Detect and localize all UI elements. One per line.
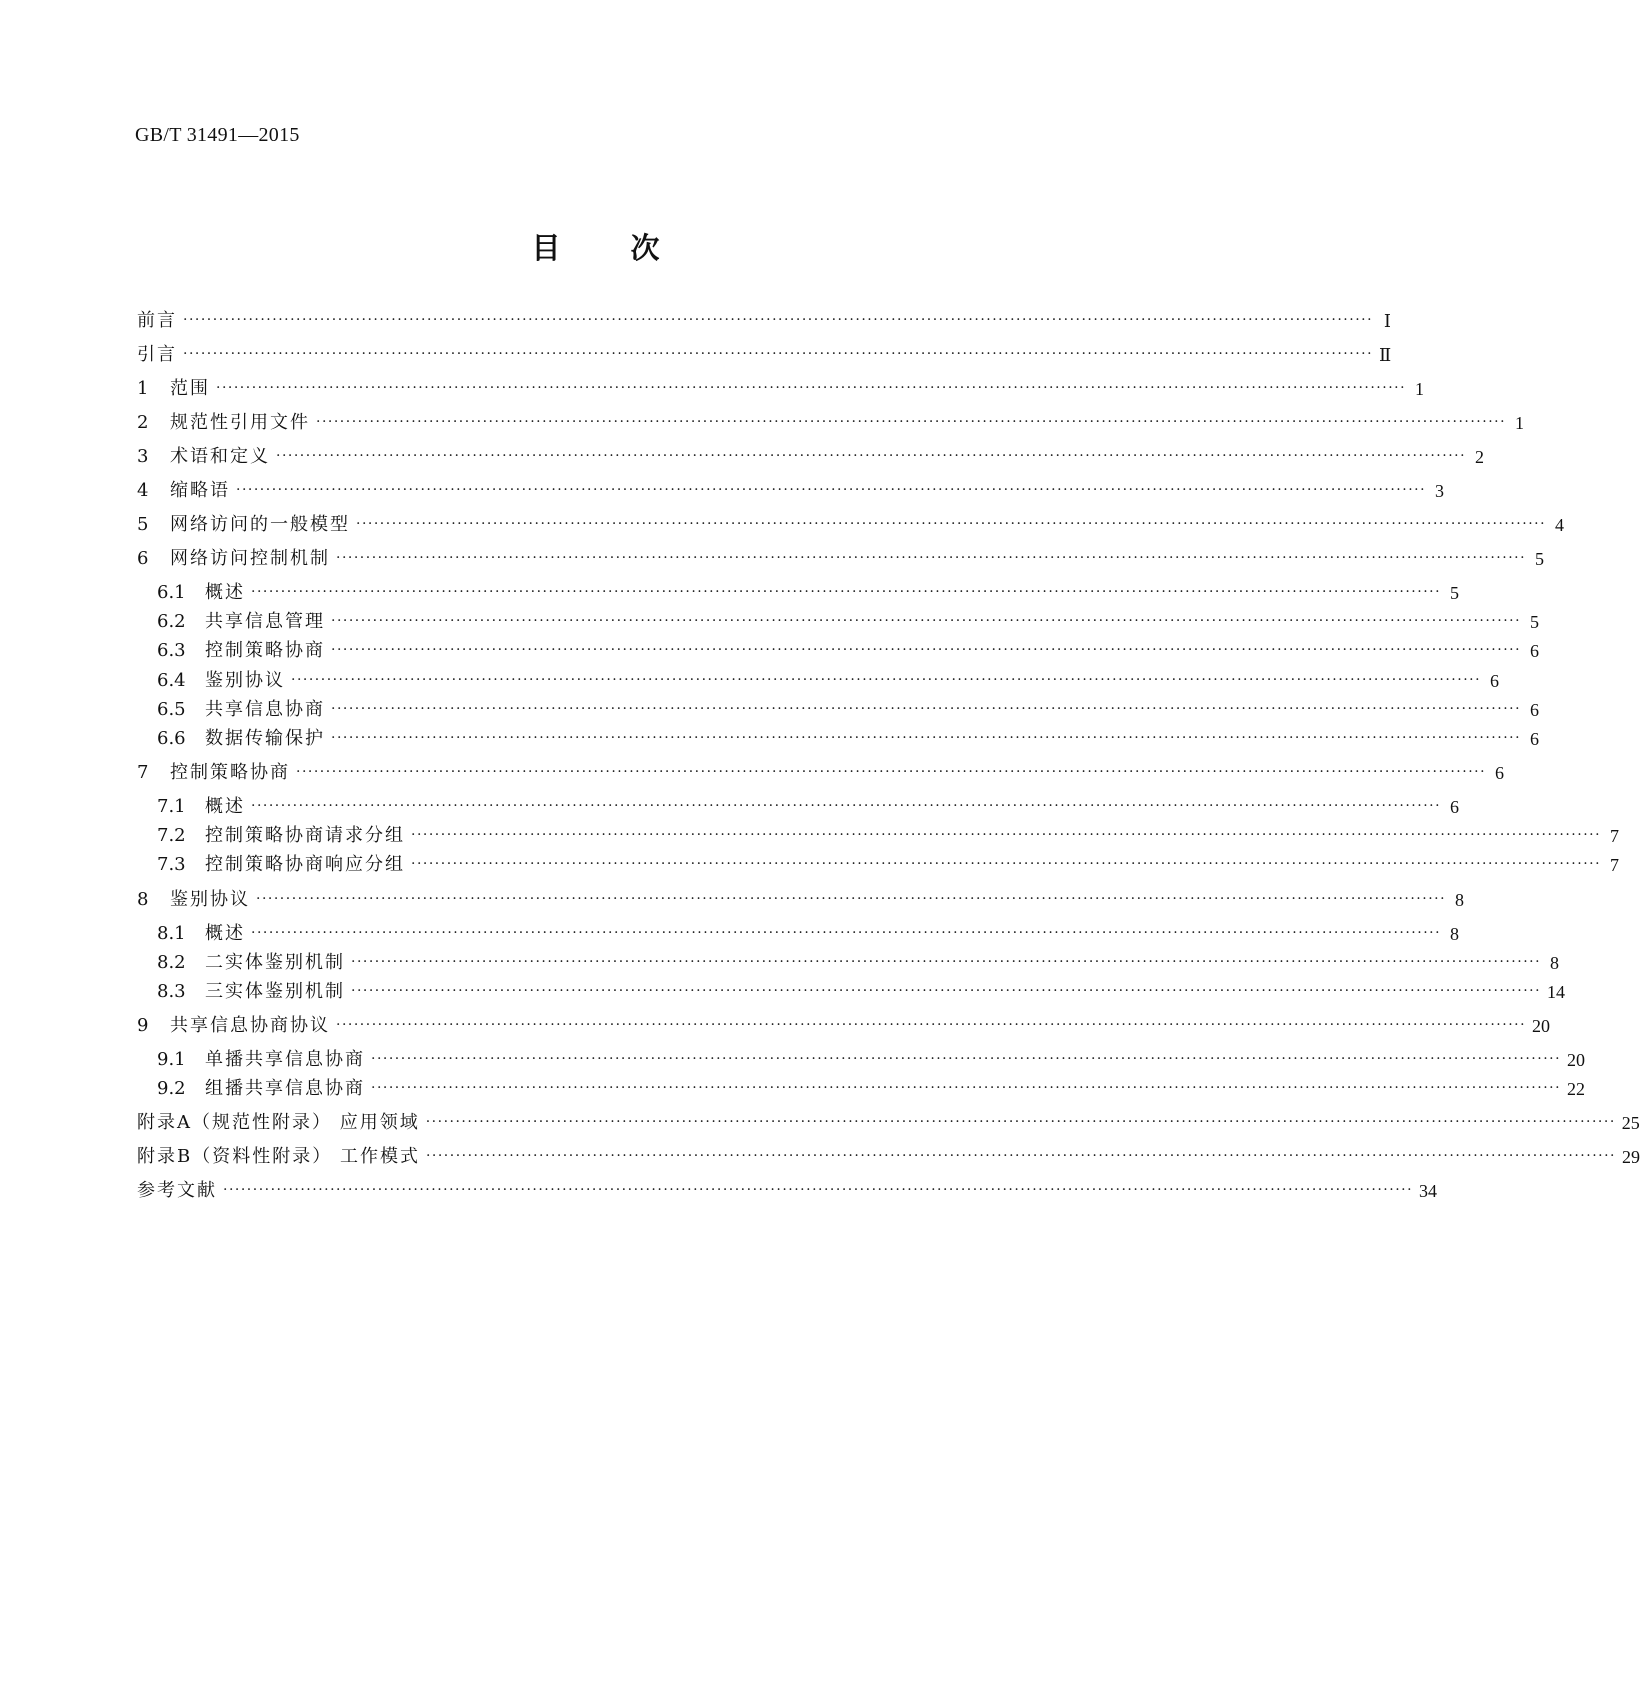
leader-dots: ········································································································································································································ xyxy=(425,1148,1616,1164)
toc-page-number: 3 xyxy=(1435,481,1445,501)
toc-entry-label: 共享信息协商协议 xyxy=(170,1015,330,1036)
leader-dots: ········································································································································································································ xyxy=(351,983,1542,999)
leader-dots: ········································································································································································································ xyxy=(336,1017,1527,1033)
toc-subentry[interactable] xyxy=(157,819,1620,847)
toc-entry-number: 6.5 xyxy=(157,699,186,720)
toc-page-number: 2 xyxy=(1475,447,1485,467)
toc-entry-number: 8.1 xyxy=(157,923,186,944)
toc-entry-appendix-a[interactable] xyxy=(137,1106,1640,1134)
toc-entry-number: 6 xyxy=(137,548,149,569)
toc-entry-label: 控制策略协商请求分组 xyxy=(205,825,405,846)
toc-page-number: 5 xyxy=(1530,612,1540,632)
toc-entry-label: 概述 xyxy=(205,923,245,944)
toc-entry[interactable] xyxy=(137,756,1505,784)
toc-entry-number: 2 xyxy=(137,412,149,433)
toc-entry-label: 规范性引用文件 xyxy=(170,412,310,433)
leader-dots: ········································································································································································································ xyxy=(331,613,1522,629)
toc-entry-label: 数据传输保护 xyxy=(205,728,325,749)
toc-page-number: 6 xyxy=(1530,641,1540,661)
toc-entry[interactable] xyxy=(137,406,1525,434)
leader-dots: ········································································································································································································ xyxy=(336,550,1527,566)
toc-page-number: 5 xyxy=(1450,583,1460,603)
toc-page-number: 20 xyxy=(1567,1050,1586,1070)
toc-entry-label: 鉴别协议 xyxy=(170,889,250,910)
toc-page-number: 4 xyxy=(1555,515,1565,535)
toc-page-number: 7 xyxy=(1610,855,1620,875)
leader-dots: ········································································································································································································ xyxy=(296,764,1487,780)
toc-entry-number: 6.2 xyxy=(157,611,186,632)
leader-dots: ········································································································································································································ xyxy=(351,954,1542,970)
toc-entry-label: 三实体鉴别机制 xyxy=(205,981,345,1002)
table-of-contents xyxy=(137,0,1640,1684)
toc-page-number: 6 xyxy=(1450,797,1460,817)
toc-entry-references[interactable] xyxy=(137,1174,1438,1202)
toc-page-number: 6 xyxy=(1530,700,1540,720)
toc-entry[interactable] xyxy=(137,542,1545,570)
toc-page-number: 8 xyxy=(1550,953,1560,973)
toc-entry-label: 引言 xyxy=(137,344,177,365)
toc-entry-number: 8.3 xyxy=(157,981,186,1002)
toc-page-number: 1 xyxy=(1415,379,1425,399)
toc-entry-label: 单播共享信息协商 xyxy=(205,1049,365,1070)
toc-entry-number: 7.2 xyxy=(157,825,186,846)
toc-entry[interactable] xyxy=(137,1009,1551,1037)
leader-dots: ········································································································································································································ xyxy=(223,1182,1414,1198)
leader-dots: ········································································································································································································ xyxy=(251,584,1442,600)
toc-title: 目次 xyxy=(531,231,730,265)
toc-entry-number: 6.4 xyxy=(157,670,186,691)
toc-entry-number: 3 xyxy=(137,446,149,467)
toc-entry-label: 前言 xyxy=(137,310,177,331)
toc-subentry[interactable] xyxy=(157,634,1540,662)
toc-subentry[interactable] xyxy=(157,576,1460,604)
toc-page-number: Ⅱ xyxy=(1379,345,1392,365)
toc-subentry[interactable] xyxy=(157,946,1560,974)
toc-entry-label: 组播共享信息协商 xyxy=(205,1078,365,1099)
toc-entry-introduction[interactable] xyxy=(137,338,1392,366)
toc-subentry[interactable] xyxy=(157,848,1620,876)
toc-entry-appendix-b[interactable] xyxy=(137,1140,1640,1168)
toc-page-number: 14 xyxy=(1547,982,1566,1002)
toc-entry-label: 二实体鉴别机制 xyxy=(205,952,345,973)
toc-subentry[interactable] xyxy=(157,693,1540,721)
toc-entry-number: 6.6 xyxy=(157,728,186,749)
leader-dots: ········································································································································································································ xyxy=(251,798,1442,814)
toc-page-number: 8 xyxy=(1455,890,1465,910)
toc-entry[interactable] xyxy=(137,883,1465,911)
toc-entry-number: 8 xyxy=(137,889,149,910)
leader-dots: ········································································································································································································ xyxy=(183,312,1374,328)
leader-dots: ········································································································································································································ xyxy=(331,642,1522,658)
toc-page-number: 5 xyxy=(1535,549,1545,569)
toc-entry-number: 9.1 xyxy=(157,1049,186,1070)
leader-dots: ········································································································································································································ xyxy=(316,414,1507,430)
toc-entry-label: 控制策略协商 xyxy=(205,640,325,661)
toc-entry-number: 7.1 xyxy=(157,796,186,817)
toc-subentry[interactable] xyxy=(157,605,1540,633)
leader-dots: ········································································································································································································ xyxy=(216,380,1407,396)
toc-page-number: 29 xyxy=(1622,1147,1640,1167)
leader-dots: ········································································································································································································ xyxy=(291,672,1482,688)
toc-page-number: 22 xyxy=(1567,1079,1586,1099)
toc-entry-label: 附录B（资料性附录） 工作模式 xyxy=(137,1146,420,1167)
toc-entry[interactable] xyxy=(137,474,1445,502)
toc-subentry[interactable] xyxy=(157,790,1460,818)
toc-subentry[interactable] xyxy=(157,1043,1586,1071)
toc-subentry[interactable] xyxy=(157,917,1460,945)
toc-entry-preface[interactable] xyxy=(137,304,1392,332)
toc-page-number: 8 xyxy=(1450,924,1460,944)
toc-page-number: 25 xyxy=(1621,1113,1640,1133)
toc-entry-number: 7.3 xyxy=(157,854,186,875)
toc-entry-number: 8.2 xyxy=(157,952,186,973)
standard-number: GB/T 31491—2015 xyxy=(135,124,300,146)
toc-subentry[interactable] xyxy=(157,975,1566,1003)
toc-entry-number: 6.3 xyxy=(157,640,186,661)
toc-subentry[interactable] xyxy=(157,664,1500,692)
toc-entry-label: 参考文献 xyxy=(137,1180,217,1201)
toc-entry-label: 网络访问的一般模型 xyxy=(170,514,350,535)
toc-entry-label: 概述 xyxy=(205,796,245,817)
toc-entry-label: 鉴别协议 xyxy=(205,670,285,691)
leader-dots: ········································································································································································································ xyxy=(411,827,1602,843)
toc-page-number: 7 xyxy=(1610,826,1620,846)
toc-entry-label: 共享信息管理 xyxy=(205,611,325,632)
toc-entry-number: 6.1 xyxy=(157,582,186,603)
leader-dots: ········································································································································································································ xyxy=(183,346,1374,362)
toc-entry[interactable] xyxy=(137,508,1565,536)
leader-dots: ········································································································································································································ xyxy=(371,1051,1562,1067)
toc-entry-number: 1 xyxy=(137,378,149,399)
leader-dots: ········································································································································································································ xyxy=(411,856,1602,872)
toc-entry-number: 9.2 xyxy=(157,1078,186,1099)
toc-subentry[interactable] xyxy=(157,1072,1586,1100)
toc-entry-label: 控制策略协商 xyxy=(170,762,290,783)
toc-entry[interactable] xyxy=(137,440,1485,468)
toc-page-number: 20 xyxy=(1532,1016,1551,1036)
toc-page-number: 1 xyxy=(1515,413,1525,433)
toc-page-number: Ⅰ xyxy=(1383,311,1392,331)
toc-page-number: 6 xyxy=(1490,671,1500,691)
leader-dots: ········································································································································································································ xyxy=(356,516,1547,532)
toc-entry-label: 控制策略协商响应分组 xyxy=(205,854,405,875)
toc-page-number: 6 xyxy=(1495,763,1505,783)
toc-entry-number: 7 xyxy=(137,762,149,783)
leader-dots: ········································································································································································································ xyxy=(276,448,1467,464)
leader-dots: ········································································································································································································ xyxy=(256,891,1447,907)
toc-entry-label: 网络访问控制机制 xyxy=(170,548,330,569)
leader-dots: ········································································································································································································ xyxy=(331,730,1522,746)
toc-entry-label: 概述 xyxy=(205,582,245,603)
toc-entry[interactable] xyxy=(137,372,1425,400)
leader-dots: ········································································································································································································ xyxy=(236,482,1427,498)
toc-entry-number: 4 xyxy=(137,480,149,501)
toc-entry-label: 附录A（规范性附录） 应用领域 xyxy=(137,1112,420,1133)
leader-dots: ········································································································································································································ xyxy=(371,1080,1562,1096)
toc-entry-label: 缩略语 xyxy=(170,480,230,501)
toc-subentry[interactable] xyxy=(157,722,1540,750)
toc-entry-number: 5 xyxy=(137,514,149,535)
toc-page-number: 34 xyxy=(1419,1181,1438,1201)
toc-entry-number: 9 xyxy=(137,1015,149,1036)
toc-page-number: 6 xyxy=(1530,729,1540,749)
toc-entry-label: 术语和定义 xyxy=(170,446,270,467)
leader-dots: ········································································································································································································ xyxy=(251,925,1442,941)
toc-entry-label: 共享信息协商 xyxy=(205,699,325,720)
leader-dots: ········································································································································································································ xyxy=(331,701,1522,717)
leader-dots: ········································································································································································································ xyxy=(425,1114,1616,1130)
toc-entry-label: 范围 xyxy=(170,378,210,399)
